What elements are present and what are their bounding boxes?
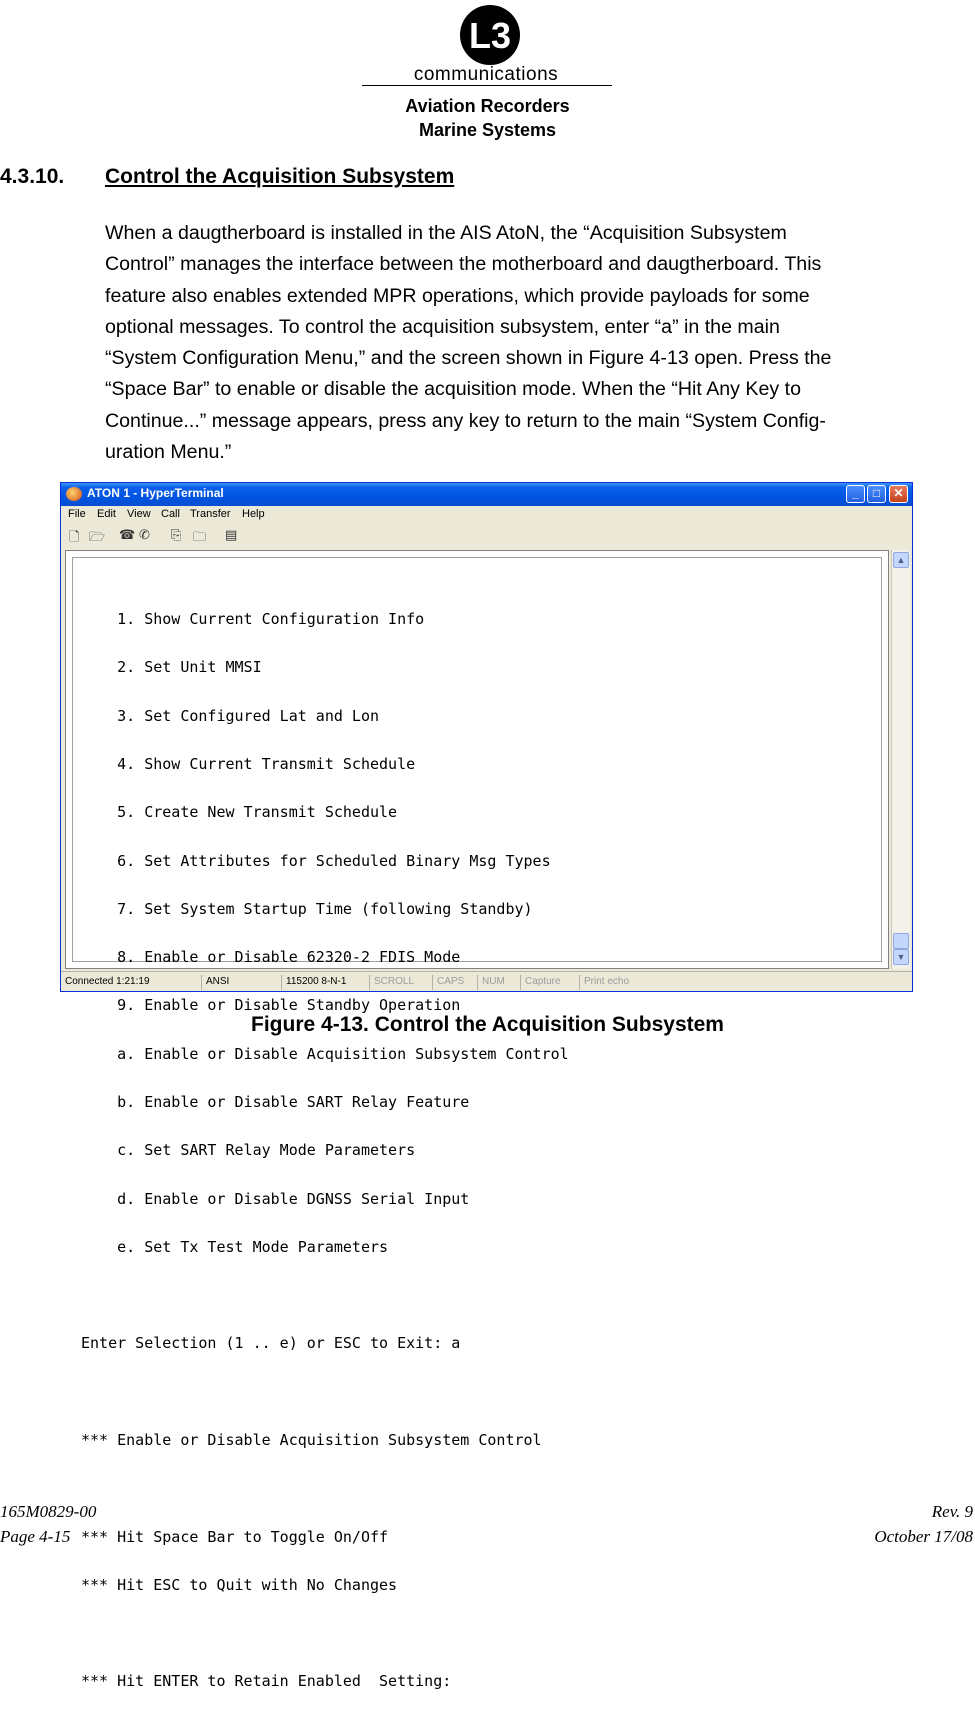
terminal-line: c. Set SART Relay Mode Parameters	[81, 1141, 416, 1160]
body-paragraph	[105, 218, 973, 468]
receive-icon[interactable]: 🗀	[193, 530, 207, 545]
terminal-line: *** Enable or Disable Acquisition Subsystem Control	[81, 1430, 542, 1449]
footer-page-number: Page 4-15	[0, 1527, 71, 1546]
terminal-line	[81, 1625, 569, 1641]
status-connected: Connected 1:21:19	[65, 976, 150, 987]
logo-rule	[362, 85, 612, 86]
terminal-line: b. Enable or Disable SART Relay Feature	[81, 1093, 470, 1111]
menu-help[interactable]: Help	[242, 508, 265, 520]
new-icon[interactable]: 🗋	[69, 530, 80, 545]
header-marine-systems: Marine Systems	[418, 120, 557, 140]
figure-caption: Figure 4-13. Control the Acquisition Subsystem	[251, 1013, 724, 1036]
hyperterminal-app-icon	[66, 487, 82, 501]
send-icon[interactable]: ⎘	[171, 528, 182, 543]
terminal-line: 4. Show Current Transmit Schedule	[81, 755, 416, 774]
paragraph-line: uration Menu.”	[105, 441, 232, 464]
properties-icon[interactable]: ▤	[225, 528, 238, 543]
terminal-line	[81, 1480, 569, 1496]
terminal-line: a. Enable or Disable Acquisition Subsystem Control	[81, 1044, 569, 1063]
section-title: Control the Acquisition Subsystem	[105, 165, 455, 188]
menu-view[interactable]: View	[127, 508, 151, 520]
menu-call[interactable]: Call	[161, 508, 180, 520]
status-print-echo: Print echo	[579, 975, 679, 990]
paragraph-line: Control” manages the interface between the motherboard and daugtherboard. This	[105, 253, 822, 276]
paragraph-line: When a daugtherboard is installed in the AIS AtoN, the “Acquisition Subsystem	[105, 222, 787, 244]
status-scroll: SCROLL	[369, 975, 432, 990]
terminal-line	[81, 1287, 569, 1303]
vertical-scrollbar[interactable]	[891, 550, 910, 969]
menu-file[interactable]: File	[68, 508, 86, 520]
paragraph-line: optional messages. To control the acquisition subsystem, enter “a” in the main	[105, 315, 780, 338]
toolbar	[61, 524, 912, 548]
terminal-output	[81, 579, 569, 1722]
footer-date: October 17/08	[874, 1527, 973, 1546]
terminal-line: 6. Set Attributes for Scheduled Binary Msg Types	[81, 851, 551, 870]
status-caps: CAPS	[432, 975, 477, 990]
terminal-line: 7. Set System Startup Time (following Standby)	[81, 899, 533, 918]
status-emulation: ANSI	[201, 975, 281, 990]
minimize-button[interactable]: _	[846, 485, 865, 503]
status-bar	[61, 971, 912, 992]
maximize-button[interactable]: □	[867, 485, 886, 503]
scroll-thumb[interactable]	[893, 933, 909, 949]
terminal-line: 2. Set Unit MMSI	[81, 658, 262, 677]
window-title: ATON 1 - HyperTerminal	[87, 486, 224, 500]
menu-edit[interactable]: Edit	[97, 508, 116, 520]
scroll-down-icon[interactable]: ▼	[893, 949, 909, 965]
l3-logo	[455, 4, 525, 66]
header-aviation-recorders: Aviation Recorders	[405, 96, 570, 116]
paragraph-line: “System Configuration Menu,” and the screen shown in Figure 4-13 open. Press the	[105, 347, 832, 370]
terminal-line: 8. Enable or Disable 62320-2 FDIS Mode	[81, 948, 461, 967]
paragraph-line: Continue...” message appears, press any key to return to the main “System Config-	[105, 409, 826, 432]
scroll-up-icon[interactable]: ▲	[893, 552, 909, 568]
status-port-settings: 115200 8-N-1	[281, 975, 369, 990]
terminal-line: 5. Create New Transmit Schedule	[81, 803, 398, 822]
disconnect-icon[interactable]: ✆	[139, 528, 150, 543]
paragraph-line: feature also enables extended MPR operations, which provide payloads for some	[105, 284, 810, 307]
footer-doc-number: 165M0829-00	[0, 1502, 97, 1521]
footer-revision: Rev. 9	[931, 1502, 973, 1521]
paragraph-line: “Space Bar” to enable or disable the acquisition mode. When the “Hit Any Key to	[105, 378, 801, 401]
terminal-line: Enter Selection (1 .. e) or ESC to Exit: a	[81, 1334, 461, 1353]
terminal-line: 1. Show Current Configuration Info	[81, 610, 425, 629]
logo-mark-text: L3	[468, 15, 512, 56]
section-number: 4.3.10.	[0, 165, 65, 188]
terminal-line: 3. Set Configured Lat and Lon	[81, 706, 380, 725]
status-capture: Capture	[520, 975, 579, 990]
open-icon[interactable]: 🗁	[89, 530, 106, 545]
window-titlebar[interactable]	[61, 483, 912, 506]
terminal-line: e. Set Tx Test Mode Parameters	[81, 1237, 389, 1256]
logo-wordmark: communications	[413, 64, 559, 85]
terminal-line: 9. Enable or Disable Standby Operation	[81, 996, 461, 1015]
terminal-line: *** Hit ESC to Quit with No Changes	[81, 1575, 398, 1594]
terminal-line: *** Hit ENTER to Retain Enabled Setting:	[81, 1672, 452, 1691]
connect-icon[interactable]: ☎	[119, 528, 136, 543]
terminal-line	[81, 1384, 569, 1400]
status-num: NUM	[477, 975, 520, 990]
menu-transfer[interactable]: Transfer	[190, 508, 231, 520]
terminal-line: *** Hit Space Bar to Toggle On/Off	[81, 1527, 389, 1546]
terminal-line: d. Enable or Disable DGNSS Serial Input	[81, 1189, 470, 1208]
menu-bar	[61, 506, 912, 524]
close-button[interactable]: ✕	[889, 485, 908, 503]
